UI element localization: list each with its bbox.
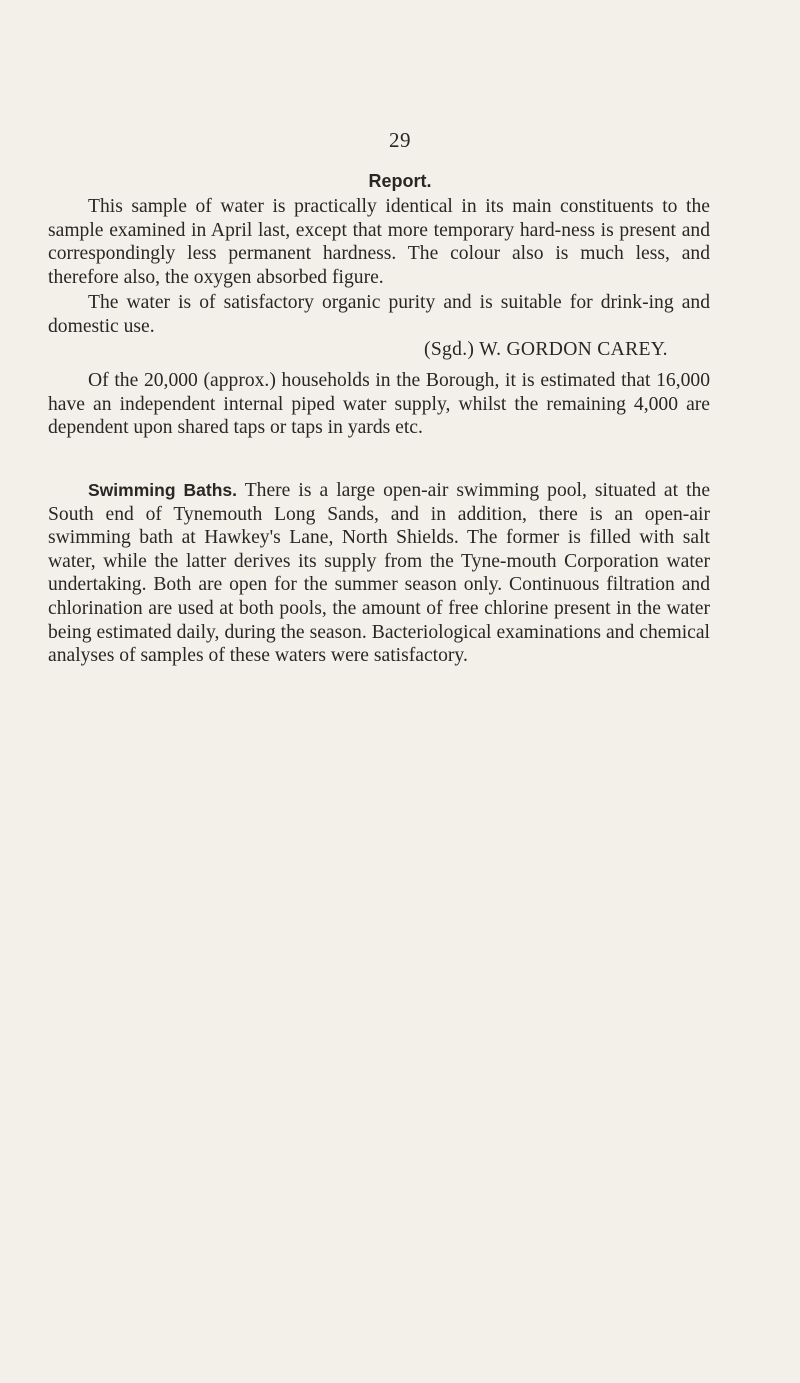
swimming-baths-paragraph	[48, 479, 710, 668]
report-paragraph-2: The water is of satisfactory organic purity and is suitable for drink-ing and domestic use.	[48, 292, 710, 337]
signature: (Sgd.) W. GORDON CAREY.	[424, 339, 668, 360]
households-paragraph: Of the 20,000 (approx.) households in the Borough, it is estimated that 16,000 have an independent internal piped water supply, whilst the remaining 4,000 are dependent upon shared taps or taps in yards etc.	[48, 370, 710, 439]
report-heading: Report.	[368, 171, 432, 191]
swimming-baths-heading: Swimming Baths.	[88, 480, 237, 500]
swimming-baths-text: There is a large open-air swimming pool, situated at the South end of Tynemouth Long Sands, and in addition, there is an open-air swimming bath at Hawkey's Lane, North Shields. The former is filled with salt water, while the latter derives its supply from the Tyne-mouth Corporation water undertaking. Both are open for the summer season only. Continuous filtration and chlorination are used at both pools, the amount of free chlorine present in the water being estimated daily, during the season. Bacteriological examinations and chemical analyses of samples of these waters were satisfactory.	[48, 480, 711, 667]
report-paragraph-1: This sample of water is practically identical in its main constituents to the sample examined in April last, except that more temporary hard-ness is present and correspondingly less permanent hardness. The colour also is much less, and therefore also, the oxygen absorbed figure.	[48, 196, 710, 288]
page-number: 29	[389, 128, 411, 152]
